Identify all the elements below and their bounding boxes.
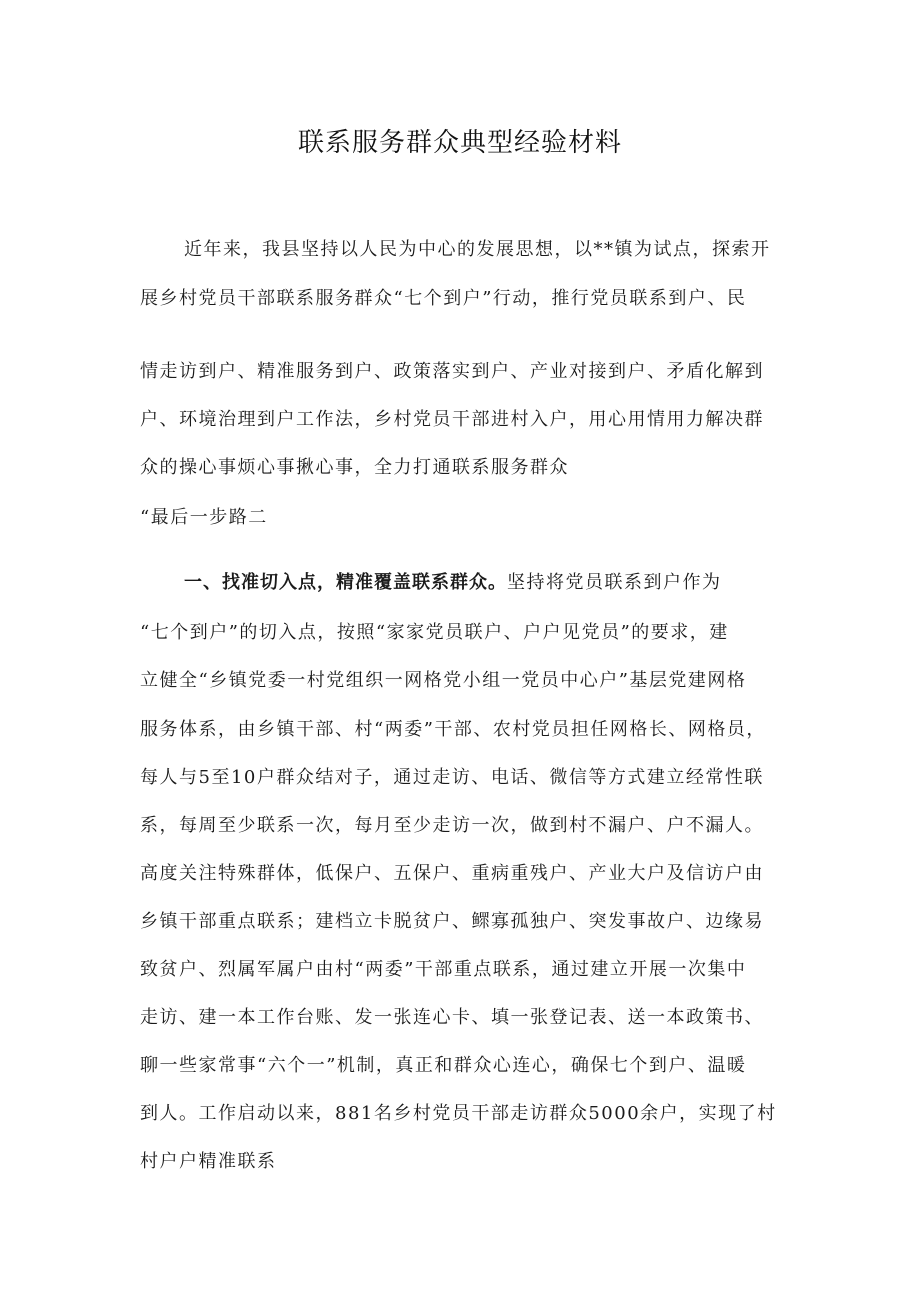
section1-first-line bbox=[184, 571, 722, 595]
section1-line-4: 每人与5至10户群众结对子，通过走访、电话、微信等方式建立经常性联 bbox=[140, 767, 764, 788]
intro-line-4: 户、环境治理到户工作法，乡村党员干部进村入户，用心用情用力解决群 bbox=[140, 409, 764, 430]
section1-line-10: 聊一些家常事“六个一”机制，真正和群众心连心，确保七个到户、温暖 bbox=[140, 1055, 747, 1076]
section1-line-3: 服务体系，由乡镇干部、村“两委”干部、农村党员担任网格长、网格员， bbox=[140, 719, 766, 740]
section1-line-11: 到人。工作启动以来，881名乡村党员干部走访群众5000余户，实现了村 bbox=[140, 1103, 777, 1124]
intro-line-3: 情走访到户、精准服务到户、政策落实到户、产业对接到户、矛盾化解到 bbox=[140, 361, 764, 382]
section1-line-5: 系，每周至少联系一次，每月至少走访一次，做到村不漏户、户不漏人。 bbox=[140, 815, 764, 836]
section1-line-1: “七个到户”的切入点，按照“家家党员联户、户户见党员”的要求，建 bbox=[140, 622, 729, 643]
document-title: 联系服务群众典型经验材料 bbox=[297, 128, 622, 158]
section1-line-8: 致贫户、烈属军属户由村“两委”干部重点联系，通过建立开展一次集中 bbox=[140, 959, 747, 980]
section1-heading: 一、找准切入点，精准覆盖联系群众。 bbox=[184, 572, 507, 593]
intro-line-6: “最后一步路二 bbox=[140, 507, 268, 528]
section1-heading-tail: 坚持将党员联系到户作为 bbox=[507, 572, 722, 593]
section1-line-2: 立健全“乡镇党委一村党组织一网格党小组一党员中心户”基层党建网格 bbox=[140, 670, 747, 691]
intro-line-2: 展乡村党员干部联系服务群众“七个到户”行动，推行党员联系到户、民 bbox=[140, 288, 747, 309]
intro-line-1: 近年来，我县坚持以人民为中心的发展思想，以**镇为试点，探索开 bbox=[184, 239, 771, 260]
section1-line-12: 村户户精准联系 bbox=[140, 1151, 277, 1172]
intro-line-5: 众的操心事烦心事揪心事，全力打通联系服务群众 bbox=[140, 457, 569, 478]
section1-line-9: 走访、建一本工作台账、发一张连心卡、填一张登记表、送一本政策书、 bbox=[140, 1007, 764, 1028]
section1-line-7: 乡镇干部重点联系；建档立卡脱贫户、鳏寡孤独户、突发事故户、边缘易 bbox=[140, 911, 764, 932]
section1-line-6: 高度关注特殊群体，低保户、五保户、重病重残户、产业大户及信访户由 bbox=[140, 863, 764, 884]
